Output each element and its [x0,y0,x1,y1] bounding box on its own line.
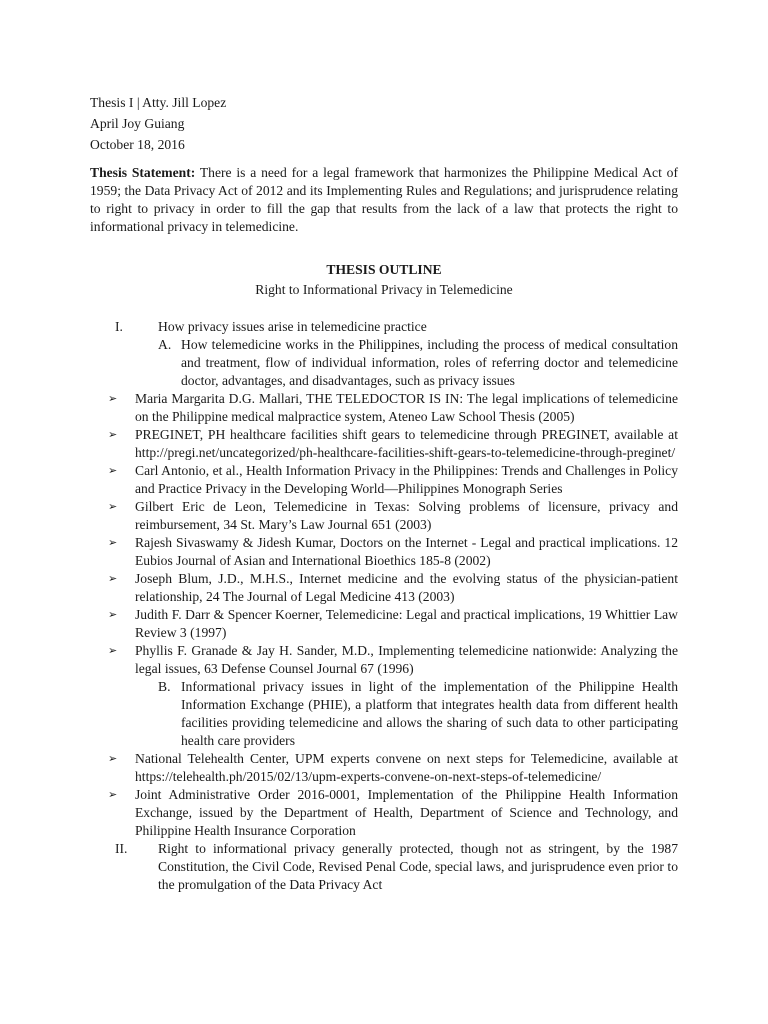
alpha-letter: A. [158,337,172,352]
reference-item [90,642,678,678]
alpha-text: Informational privacy issues in light of the implementation of the Philippine Health Information Exchange (PHIE), a platform that integrates health data from different health facilities providing telemedicine and allows the sharing of such data to other participating health care providers [181,679,678,748]
outline-item-roman-1 [90,318,678,336]
reference-text: Phyllis F. Granade & Jay H. Sander, M.D., Implementing telemedicine nationwide: Analyzing the legal issues, 63 Defense Counsel Journal 67 (1996) [135,643,678,676]
outline-title: THESIS OUTLINE [326,262,442,277]
outline-item-alpha-a [90,336,678,390]
reference-text: PREGINET, PH healthcare facilities shift gears to telemedicine through PREGINET, available at http://pregi.net/uncategorized/ph-healthcare-facilities-shift-gears-to-telemedicine-through-preginet/ [135,427,678,460]
reference-text: Joseph Blum, J.D., M.H.S., Internet medicine and the evolving status of the physician-patient relationship, 24 The Journal of Legal Medicine 413 (2003) [135,571,678,604]
date-line: October 18, 2016 [90,137,185,152]
reference-item [90,750,678,786]
alpha-letter: B. [158,679,171,694]
reference-item [90,570,678,606]
arrow-bullet-icon: ➢ [108,788,118,801]
arrow-bullet-icon: ➢ [108,392,118,405]
reference-text: Gilbert Eric de Leon, Telemedicine in Texas: Solving problems of licensure, privacy and reimbursement, 34 St. Mary’s Law Journal 651 (2003) [135,499,678,532]
thesis-statement [90,164,678,236]
reference-text: National Telehealth Center, UPM experts convene on next steps for Telemedicine, available at https://telehealth.ph/2015/02/13/upm-experts-convene-on-next-steps-of-telemedicine/ [135,751,678,784]
reference-item [90,498,678,534]
reference-item [90,786,678,840]
thesis-statement-label: Thesis Statement: [90,165,196,180]
reference-text: Rajesh Sivaswamy & Jidesh Kumar, Doctors on the Internet - Legal and practical implications. 12 Eubios Journal of Asian and International Bioethics 185-8 (2002) [135,535,678,568]
reference-text: Joint Administrative Order 2016-0001, Implementation of the Philippine Health Information Exchange, issued by the Department of Health, Department of Science and Technology, and Philippine Health Insurance Corporation [135,787,678,838]
arrow-bullet-icon: ➢ [108,608,118,621]
arrow-bullet-icon: ➢ [108,644,118,657]
arrow-bullet-icon: ➢ [108,752,118,765]
arrow-bullet-icon: ➢ [108,464,118,477]
roman-numeral: I. [115,319,123,334]
thesis-statement-text: There is a need for a legal framework that harmonizes the Philippine Medical Act of 1959; the Data Privacy Act of 2012 and its Implementing Rules and Regulations; and jurisprudence relating to right to privacy in order to fill the gap that results from the lack of a law that protects the right to informational privacy in telemedicine. [90,165,678,234]
outline-item-roman-2 [90,840,678,894]
reference-item [90,462,678,498]
document-header [90,92,226,155]
roman-text: Right to informational privacy generally protected, though not as stringent, by the 1987 Constitution, the Civil Code, Revised Penal Code, special laws, and jurisprudence even prior to the promulgation of the Data Privacy Act [158,841,678,892]
reference-item [90,606,678,642]
reference-text: Carl Antonio, et al., Health Information Privacy in the Philippines: Trends and Challenges in Policy and Practice Privacy in the Developing World—Philippines Monograph Series [135,463,678,496]
outline-body [90,318,678,894]
arrow-bullet-icon: ➢ [108,536,118,549]
outline-subtitle: Right to Informational Privacy in Telemedicine [255,282,513,297]
reference-item [90,426,678,462]
reference-item [90,390,678,426]
reference-text: Maria Margarita D.G. Mallari, THE TELEDOCTOR IS IN: The legal implications of telemedicine on the Philippine medical malpractice system, Ateneo Law School Thesis (2005) [135,391,678,424]
roman-numeral: II. [115,841,128,856]
arrow-bullet-icon: ➢ [108,572,118,585]
course-line: Thesis I | Atty. Jill Lopez [90,95,227,110]
author-line: April Joy Guiang [90,116,185,131]
reference-text: Judith F. Darr & Spencer Koerner, Telemedicine: Legal and practical implications, 19 Whittier Law Review 3 (1997) [135,607,678,640]
roman-text: How privacy issues arise in telemedicine practice [158,319,427,334]
arrow-bullet-icon: ➢ [108,428,118,441]
outline-item-alpha-b [90,678,678,750]
arrow-bullet-icon: ➢ [108,500,118,513]
reference-item [90,534,678,570]
alpha-text: How telemedicine works in the Philippines, including the process of medical consultation and treatment, flow of individual information, roles of referring doctor and telemedicine doctor, advantages, and disadvantages, such as privacy issues [181,337,678,388]
